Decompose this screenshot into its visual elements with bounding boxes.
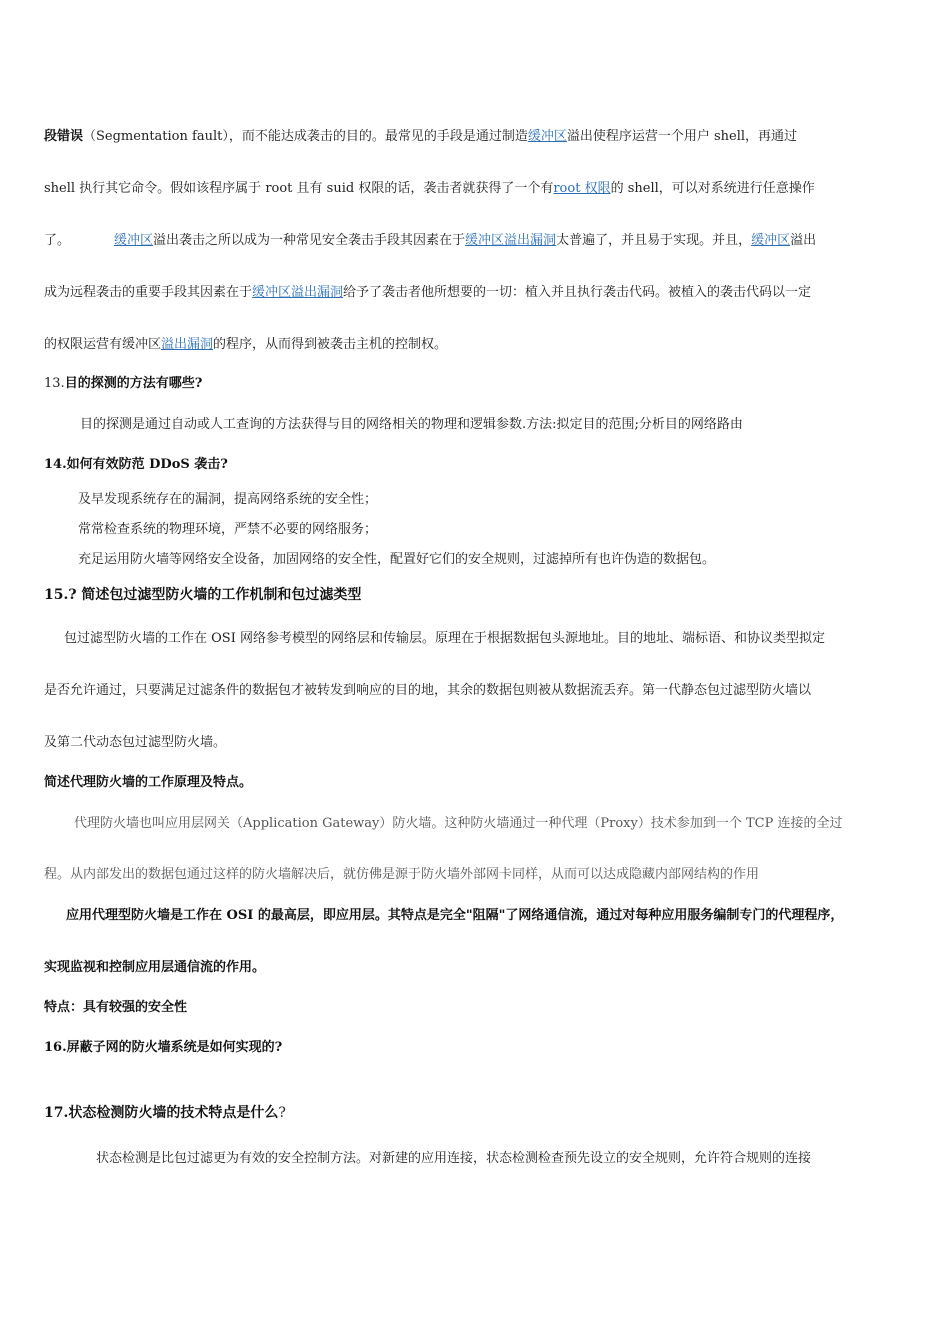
proxy-line: 代理防火墙也叫应用层网关（Application Gateway）防火墙。这种防火墙通过一种代理（Proxy）技术参加到一个 TCP 连接的全过 [74,816,843,831]
para1-line4 [44,284,811,302]
text: 的权限运营有缓冲区 [44,337,162,352]
q17-qmark: ? [278,1105,286,1121]
q15-line: 包过滤型防火墙的工作在 OSI 网络参考模型的网络层和传输层。原理在于根据数据包头源地址。目的地址、端标语、和协议类型拟定 [64,631,825,646]
q13-heading [44,375,202,393]
segfault-term: 段错误 [44,129,84,144]
q14-heading: 14.如何有效防范 DDoS 袭击? [44,457,228,472]
text: （Segmentation fault），而不能达成袭击的目的。最常见的手段是通过制造 [83,129,528,144]
proxy-bold-line: 应用代理型防火墙是工作在 OSI 的最高层，即应用层。其特点是完全"阻隔"了网络通信流，通过对每种应用服务编制专门的代理程序， [66,908,844,923]
text: 溢出 [790,233,817,248]
link-overflow-vuln[interactable]: 溢出漏洞 [161,337,214,352]
text: 的程序，从而得到被袭击主机的控制权。 [213,337,448,352]
q15-heading: 15.? 简述包过滤型防火墙的工作机制和包过滤类型 [44,587,362,603]
q14-item: 及早发现系统存在的漏洞，提高网络系统的安全性； [78,492,378,507]
q14-item: 常常检查系统的物理环境，严禁不必要的网络服务； [78,522,378,537]
text: 成为远程袭击的重要手段其因素在于 [44,285,253,300]
text: 的 shell，可以对系统进行任意操作 [610,181,815,196]
text: 给予了袭击者他所想要的一切：植入并且执行袭击代码。被植入的袭击代码以一定 [343,285,812,300]
para1-line5 [44,336,447,354]
q13-answer: 目的探测是通过自动或人工查询的方法获得与目的网络相关的物理和逻辑参数.方法:拟定目的范围;分析目的网络路由 [80,417,743,432]
q17-answer: 状态检测是比包过滤更为有效的安全控制方法。对新建的应用连接，状态检测检查预先设立的安全规则，允许符合规则的连接 [96,1151,812,1166]
text: 了。 [44,233,71,248]
text: 太普遍了，并且易于实现。并且， [556,233,752,248]
q15-line: 是否允许通过，只要满足过滤条件的数据包才被转发到响应的目的地，其余的数据包则被从数据流丢弃。第一代静态包过滤型防火墙以 [44,683,812,698]
text: 溢出使程序运营一个用户 shell，再通过 [566,129,798,144]
q13-number: 13. [44,376,65,391]
q16-heading: 16.屏蔽子网的防火墙系统是如何实现的? [44,1040,283,1055]
para1-line1 [44,128,797,146]
link-buffer[interactable]: 缓冲区 [527,129,567,144]
text: 溢出袭击之所以成为一种常见安全袭击手段其因素在于 [153,233,466,248]
link-buffer[interactable]: 缓冲区 [751,233,791,248]
q13-title: 目的探测的方法有哪些? [64,376,203,391]
proxy-feature: 特点：具有较强的安全性 [44,1000,188,1015]
q17-heading [44,1104,286,1122]
link-buffer-overflow-vuln[interactable]: 缓冲区溢出漏洞 [465,233,557,248]
proxy-line: 程。从内部发出的数据包通过这样的防火墙解决后，就仿佛是源于防火墙外部网卡同样，从而可以达成隐藏内部网结构的作用 [44,867,760,882]
link-buffer-overflow-vuln[interactable]: 缓冲区溢出漏洞 [252,285,344,300]
link-buffer[interactable]: 缓冲区 [114,233,154,248]
q17-title: 17.状态检测防火墙的技术特点是什么 [44,1105,279,1121]
proxy-heading: 简述代理防火墙的工作原理及特点。 [44,775,253,790]
q14-item: 充足运用防火墙等网络安全设备，加固网络的安全性，配置好它们的安全规则，过滤掉所有也许伪造的数据包。 [78,552,716,567]
proxy-bold-line: 实现监视和控制应用层通信流的作用。 [44,960,266,975]
para1-line2 [44,180,815,198]
para1-line3 [44,232,816,250]
link-root-permission[interactable]: root 权限 [553,181,611,196]
text: shell 执行其它命令。假如该程序属于 root 且有 suid 权限的话，袭击者就获得了一个有 [44,181,554,196]
q15-line: 及第二代动态包过滤型防火墙。 [44,735,227,750]
